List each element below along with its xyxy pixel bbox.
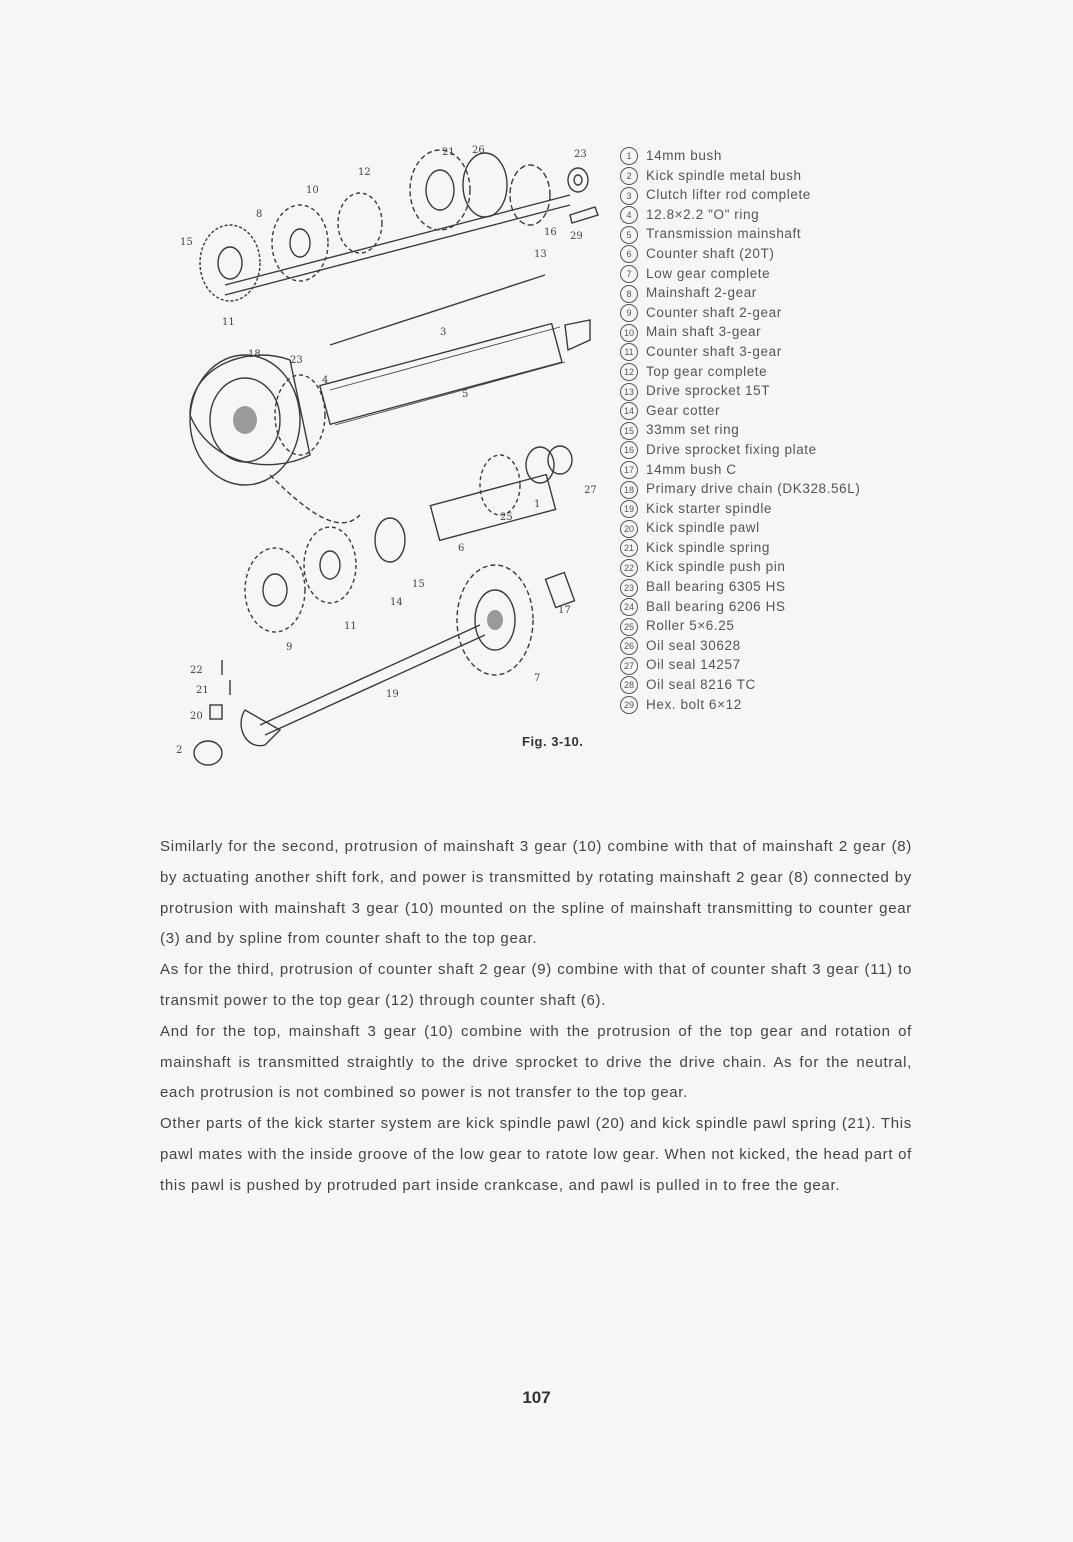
legend-number: 18 bbox=[620, 481, 638, 499]
legend-part-name: Counter shaft 2-gear bbox=[646, 304, 782, 320]
legend-item bbox=[620, 264, 920, 284]
legend-part-name: Drive sprocket 15T bbox=[646, 383, 771, 399]
callout-14: 14 bbox=[390, 597, 403, 608]
callout-12: 12 bbox=[358, 167, 371, 178]
legend-part-name: Oil seal 30628 bbox=[646, 637, 741, 653]
callout-1: 1 bbox=[534, 499, 541, 510]
body-text bbox=[160, 832, 912, 1202]
legend-number: 27 bbox=[620, 657, 638, 675]
legend-item bbox=[620, 597, 920, 617]
legend-item bbox=[620, 166, 920, 186]
legend-part-name: Clutch lifter rod complete bbox=[646, 187, 811, 203]
legend-number: 20 bbox=[620, 520, 638, 538]
legend-item bbox=[620, 303, 920, 323]
legend-item bbox=[620, 322, 920, 342]
mainshaft-top-assembly bbox=[200, 150, 598, 301]
legend-part-name: Kick starter spindle bbox=[646, 500, 773, 516]
legend-item bbox=[620, 675, 920, 695]
legend-item bbox=[620, 440, 920, 460]
legend-number: 17 bbox=[620, 461, 638, 479]
legend-number: 12 bbox=[620, 363, 638, 381]
counter-shaft-gears bbox=[245, 518, 405, 632]
callout-9: 9 bbox=[286, 642, 293, 653]
callout-22: 22 bbox=[190, 665, 203, 676]
callout-13: 13 bbox=[534, 249, 547, 260]
legend-item bbox=[620, 616, 920, 636]
callout-4: 4 bbox=[322, 375, 329, 386]
legend-part-name: Gear cotter bbox=[646, 402, 721, 418]
legend-part-name: 14mm bush C bbox=[646, 461, 737, 477]
figure-caption: Fig. 3-10. bbox=[522, 734, 584, 749]
legend-number: 5 bbox=[620, 226, 638, 244]
legend-part-name: Hex. bolt 6×12 bbox=[646, 696, 742, 712]
legend-part-name: Ball bearing 6305 HS bbox=[646, 579, 786, 595]
legend-item bbox=[620, 224, 920, 244]
paragraph-top-gear: And for the top, mainshaft 3 gear (10) combine with the protrusion of the top gear and rotation of mainshaft is transmitted straightly to the drive sprocket to drive the drive chain. As for the neutral, each protrusion is not combined so power is not transfer to the top gear. bbox=[160, 1022, 912, 1102]
legend-part-name: Primary drive chain (DK328.56L) bbox=[646, 481, 861, 497]
paragraph-second-gear: Similarly for the second, protrusion of mainshaft 3 gear (10) combine with that of mainshaft 2 gear (8) by actuating another shift fork, and power is transmitted by rotating mainshaft 2 gear (8) connected by protrusion with mainshaft 3 gear (10) mounted on the spline of mainshaft transmitting to counter gear (3) and by spline from counter shaft to the top gear. bbox=[160, 838, 912, 948]
legend-number: 2 bbox=[620, 167, 638, 185]
legend-part-name: 14mm bush bbox=[646, 148, 722, 163]
callout-29: 29 bbox=[570, 231, 583, 242]
callout-10: 10 bbox=[306, 185, 319, 196]
legend-item bbox=[620, 342, 920, 362]
legend-part-name: Counter shaft 3-gear bbox=[646, 343, 782, 359]
legend-number: 1 bbox=[620, 147, 638, 165]
callout-23-lower: 23 bbox=[290, 355, 303, 366]
legend-number: 25 bbox=[620, 618, 638, 636]
legend-item bbox=[620, 283, 920, 303]
callout-21-lower: 21 bbox=[196, 685, 209, 696]
callout-17: 17 bbox=[558, 605, 571, 616]
callout-21: 21 bbox=[442, 147, 455, 158]
legend-number: 24 bbox=[620, 598, 638, 616]
page-number: 107 bbox=[522, 1388, 551, 1407]
callout-11-lower: 11 bbox=[344, 621, 357, 632]
diagram-callouts bbox=[176, 145, 597, 756]
legend-number: 29 bbox=[620, 696, 638, 714]
legend-item bbox=[620, 557, 920, 577]
legend-item bbox=[620, 146, 920, 166]
callout-11: 11 bbox=[222, 317, 235, 328]
legend-item bbox=[620, 460, 920, 480]
callout-15: 15 bbox=[180, 237, 193, 248]
legend-item bbox=[620, 499, 920, 519]
legend-number: 6 bbox=[620, 245, 638, 263]
legend-part-name: Counter shaft (20T) bbox=[646, 245, 775, 261]
callout-3: 3 bbox=[440, 327, 447, 338]
legend-part-name: Mainshaft 2-gear bbox=[646, 285, 757, 301]
callout-6: 6 bbox=[458, 543, 465, 554]
legend-item bbox=[620, 244, 920, 264]
legend-part-name: Kick spindle push pin bbox=[646, 559, 786, 575]
legend-number: 10 bbox=[620, 324, 638, 342]
legend-number: 8 bbox=[620, 285, 638, 303]
legend-number: 13 bbox=[620, 383, 638, 401]
legend-number: 14 bbox=[620, 402, 638, 420]
legend-item bbox=[620, 636, 920, 656]
legend-number: 9 bbox=[620, 304, 638, 322]
legend-part-name: Kick spindle pawl bbox=[646, 520, 760, 536]
callout-5: 5 bbox=[462, 389, 469, 400]
legend-number: 4 bbox=[620, 206, 638, 224]
callout-15-lower: 15 bbox=[412, 579, 425, 590]
legend-number: 7 bbox=[620, 265, 638, 283]
legend-part-name: Oil seal 8216 TC bbox=[646, 677, 756, 693]
legend-item bbox=[620, 479, 920, 499]
callout-16: 16 bbox=[544, 227, 557, 238]
legend-number: 19 bbox=[620, 500, 638, 518]
legend-item bbox=[620, 577, 920, 597]
callout-27: 27 bbox=[584, 485, 597, 496]
legend-number: 21 bbox=[620, 539, 638, 557]
legend-item bbox=[620, 362, 920, 382]
callout-18: 18 bbox=[248, 349, 261, 360]
legend-item bbox=[620, 538, 920, 558]
callout-20: 20 bbox=[190, 711, 203, 722]
legend-part-name: Transmission mainshaft bbox=[646, 226, 802, 242]
counter-shaft-assembly bbox=[430, 446, 572, 540]
legend-number: 16 bbox=[620, 441, 638, 459]
legend-part-name: Oil seal 14257 bbox=[646, 657, 741, 673]
legend-part-name: Drive sprocket fixing plate bbox=[646, 441, 817, 457]
legend-item bbox=[620, 518, 920, 538]
legend-part-name: Top gear complete bbox=[646, 363, 768, 379]
legend-item bbox=[620, 185, 920, 205]
parts-legend bbox=[620, 146, 920, 714]
legend-item bbox=[620, 655, 920, 675]
legend-number: 28 bbox=[620, 676, 638, 694]
callout-7: 7 bbox=[534, 673, 541, 684]
exploded-transmission-diagram bbox=[150, 135, 610, 775]
callout-2: 2 bbox=[176, 745, 183, 756]
callout-26: 26 bbox=[472, 145, 485, 156]
legend-item bbox=[620, 401, 920, 421]
callout-19: 19 bbox=[386, 689, 399, 700]
legend-number: 3 bbox=[620, 187, 638, 205]
legend-part-name: Roller 5×6.25 bbox=[646, 618, 735, 634]
legend-part-name: 12.8×2.2 "O" ring bbox=[646, 206, 760, 222]
legend-item bbox=[620, 695, 920, 715]
legend-part-name: Kick spindle spring bbox=[646, 539, 770, 555]
legend-item bbox=[620, 205, 920, 225]
legend-part-name: Ball bearing 6206 HS bbox=[646, 598, 786, 614]
callout-25: 25 bbox=[500, 512, 513, 523]
legend-part-name: Low gear complete bbox=[646, 265, 771, 281]
legend-number: 26 bbox=[620, 637, 638, 655]
kick-starter-assembly bbox=[194, 565, 575, 765]
legend-number: 23 bbox=[620, 579, 638, 597]
callout-8: 8 bbox=[256, 209, 263, 220]
callout-23: 23 bbox=[574, 149, 587, 160]
legend-number: 11 bbox=[620, 343, 638, 361]
legend-part-name: Main shaft 3-gear bbox=[646, 324, 762, 340]
legend-number: 22 bbox=[620, 559, 638, 577]
legend-part-name: 33mm set ring bbox=[646, 422, 740, 438]
legend-number: 15 bbox=[620, 422, 638, 440]
legend-item bbox=[620, 381, 920, 401]
legend-item bbox=[620, 420, 920, 440]
legend-part-name: Kick spindle metal bush bbox=[646, 167, 802, 183]
paragraph-kick-starter: Other parts of the kick starter system are kick spindle pawl (20) and kick spindle pawl spring (21). This pawl mates with the inside groove of the low gear to ratote low gear. When not kicked, the head part of this pawl is pushed by protruded part inside crankcase, and pawl is pulled in to free the gear. bbox=[160, 1115, 912, 1194]
paragraph-third-gear: As for the third, protrusion of counter shaft 2 gear (9) combine with that of counter shaft 3 gear (11) to transmit power to the top gear (12) through counter shaft (6). bbox=[160, 961, 912, 1009]
